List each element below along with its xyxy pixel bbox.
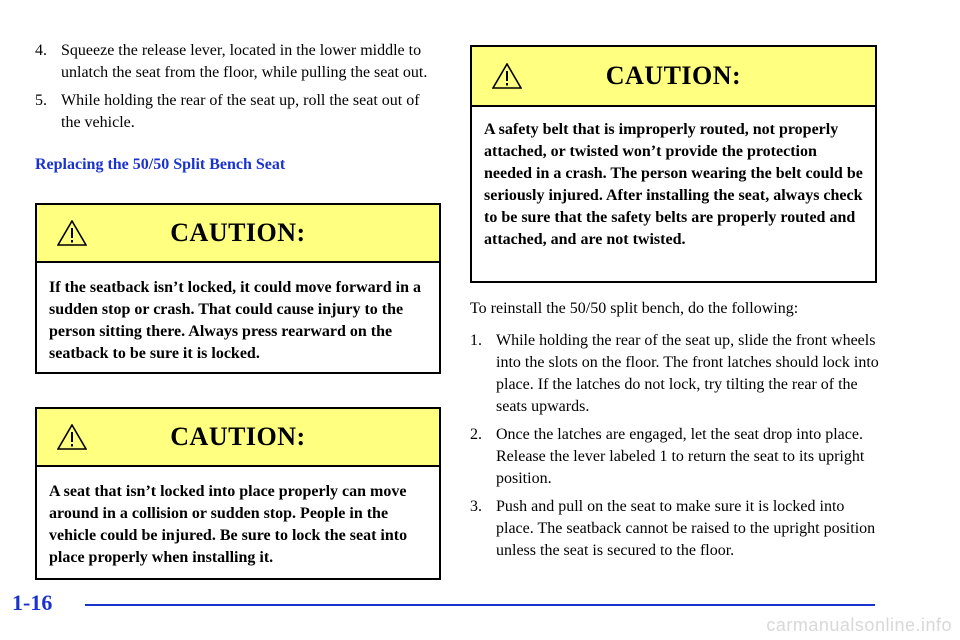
caution-header <box>472 47 875 107</box>
step-number: 1. <box>470 332 482 349</box>
caution-title: CAUTION: <box>605 61 742 90</box>
caution-title: CAUTION: <box>170 218 306 247</box>
warning-triangle-icon <box>492 63 522 89</box>
caution-text: A safety belt that is improperly routed, not properly attached, or twisted won’t provide the protection needed in a crash. The person wearing the belt could be seriously injured. After installing the seat, always check to be sure that the safety belts are properly routed and attached, and are not twisted. <box>484 121 863 248</box>
intro-paragraph: To reinstall the 50/50 split bench, do the following: <box>470 300 799 317</box>
step-2 <box>470 424 880 490</box>
step-number: 2. <box>470 426 482 443</box>
caution-text: A seat that isn’t locked into place properly can move around in a collision or sudden stop. People in the vehicle could be injured. Be sure to lock the seat into place properly when installing it. <box>49 483 408 566</box>
section-heading: Replacing the 50/50 Split Bench Seat <box>35 156 286 173</box>
caution-title: CAUTION: <box>170 422 306 451</box>
step-text: Once the latches are engaged, let the seat drop into place. Release the lever labeled 1 to return the seat to its upright position. <box>496 426 865 487</box>
step-text: While holding the rear of the seat up, roll the seat out of the vehicle. <box>61 92 420 131</box>
caution-text: If the seatback isn’t locked, it could move forward in a sudden stop or crash. That could cause injury to the person sitting there. Always press rearward on the seatback to be sure it is locked. <box>49 279 421 362</box>
footer-rule <box>85 604 875 606</box>
step-number: 4. <box>35 42 47 59</box>
step-4 <box>35 40 440 84</box>
caution-box-seat-lock <box>35 407 441 580</box>
step-text: While holding the rear of the seat up, slide the front wheels into the slots on the floor. The front latches should lock into place. If the latches do not lock, try tilting the rear of the seats upwards. <box>496 332 879 415</box>
caution-box-seatback <box>35 203 441 374</box>
warning-triangle-icon <box>57 220 87 246</box>
step-number: 5. <box>35 92 47 109</box>
step-5 <box>35 90 440 134</box>
page-number: 1-16 <box>12 590 53 615</box>
warning-triangle-icon <box>57 424 87 450</box>
step-number: 3. <box>470 498 482 515</box>
left-column <box>35 40 440 176</box>
step-text: Squeeze the release lever, located in the lower middle to unlatch the seat from the floor, while pulling the seat out. <box>61 42 428 81</box>
step-text: Push and pull on the seat to make sure it is locked into place. The seatback cannot be raised to the upright position unless the seat is secured to the floor. <box>496 498 876 559</box>
caution-header <box>37 205 439 263</box>
caution-header <box>37 409 439 467</box>
step-3 <box>470 496 880 562</box>
caution-box-safety-belt <box>470 45 877 283</box>
watermark: carmanualsonline.info <box>766 615 952 635</box>
step-1 <box>470 330 880 418</box>
right-column <box>470 298 880 568</box>
